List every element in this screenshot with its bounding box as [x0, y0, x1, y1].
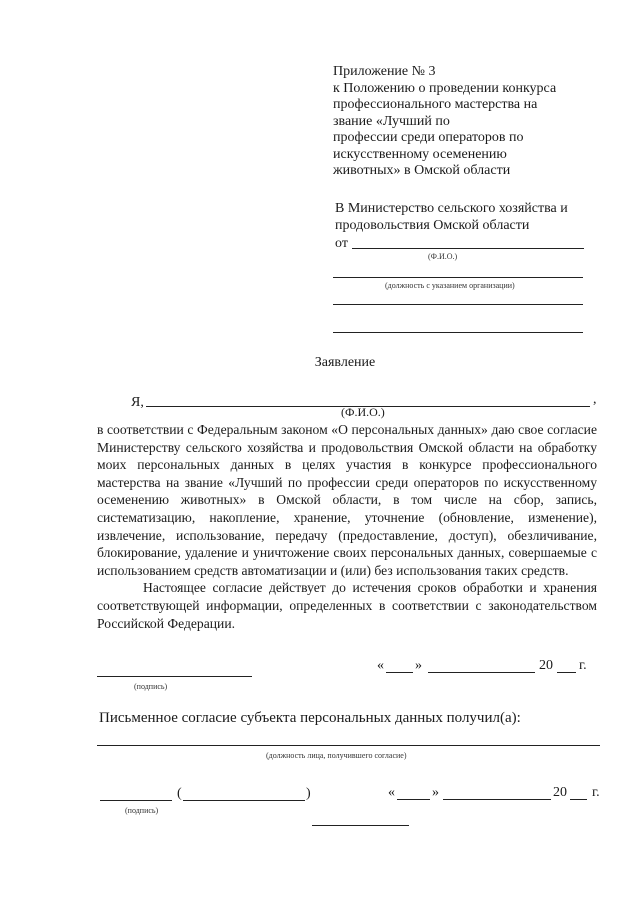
appendix-line: искусственному осеменению [333, 146, 507, 162]
appendix-line: Приложение № 3 [333, 64, 436, 79]
date-year-suffix-2: г. [592, 785, 600, 800]
date-year-prefix-1: 20 [539, 658, 553, 673]
date-year-prefix-2: 20 [553, 785, 567, 800]
consent-body [97, 421, 597, 632]
consent-paragraph: в соответствии с Федеральным законом «О персональных данных» даю свое согласие Министерству сельского хозяйства и продовольствия Омской области на обработку моих персональных данных в целях участия в конкурсе профессионального мастерства на звание «Лучший по профессии среди операторов по искусственному осеменению животных» в Омской области, в том числе на сбор, запись, систематизацию, накопление, хранение, уточнение (обновление, изменение), извлечение, использование, передачу (предоставление, доступ), обезличивание, блокирование, удаление и уничтожение своих персональных данных, совершаемые с использованием средств автоматизации и (или) без использования таких средств. [97, 422, 597, 578]
appendix-block [333, 64, 556, 180]
date-year-field-1[interactable] [557, 672, 576, 673]
date-year-suffix-1: г. [579, 658, 587, 673]
bottom-rule [312, 825, 409, 826]
date-month-field-2[interactable] [443, 799, 551, 800]
from-extra-line-2[interactable] [333, 332, 583, 333]
from-extra-line-1[interactable] [333, 304, 583, 305]
appendix-line: профессионального мастерства на [333, 97, 538, 112]
from-position-caption: (должность с указанием организации) [385, 281, 515, 290]
addressee-line-2: продовольствия Омской области [335, 218, 530, 233]
signature-caption-1: (подпись) [134, 682, 168, 691]
date-day-field-1[interactable] [386, 672, 413, 673]
receiver-position-field[interactable] [97, 745, 600, 746]
applicant-fio-caption: (Ф.И.О.) [341, 405, 385, 419]
paren-close-2: ) [306, 786, 311, 801]
date-day-field-2[interactable] [397, 799, 430, 800]
date-month-field-1[interactable] [428, 672, 535, 673]
date-quote-close-1: » [415, 658, 422, 673]
addressee-line-1: В Министерство сельского хозяйства и [335, 201, 568, 216]
receipt-text: Письменное согласие субъекта персональных данных получил(а): [99, 710, 521, 726]
appendix-line: животных» в Омской области [333, 163, 511, 178]
signature-caption-2: (подпись) [125, 806, 159, 815]
date-quote-close-2: » [432, 785, 439, 800]
signature-field-1[interactable] [97, 676, 252, 677]
appendix-line: звание «Лучший по [333, 113, 450, 129]
from-label: от [335, 236, 348, 251]
paren-open-2: ( [177, 786, 182, 801]
receiver-position-caption: (должность лица, получившего согласие) [266, 751, 407, 760]
signature-name-field-2[interactable] [183, 800, 305, 801]
date-quote-open-1: « [377, 658, 384, 673]
date-year-field-2[interactable] [570, 799, 587, 800]
from-position-field[interactable] [333, 277, 583, 278]
document-title: Заявление [314, 355, 376, 370]
i-label: Я, [131, 395, 144, 410]
applicant-comma: , [593, 392, 597, 407]
appendix-line: профессии среди операторов по [333, 130, 524, 145]
appendix-line: к Положению о проведении конкурса [333, 80, 557, 96]
from-name-field[interactable] [352, 248, 584, 249]
from-fio-caption: (Ф.И.О.) [428, 252, 458, 261]
validity-paragraph: Настоящее согласие действует до истечения сроков обработки и хранения соответствующей информации, определенных в соответствии с законодательством Российской Федерации. [97, 580, 597, 631]
date-quote-open-2: « [388, 785, 395, 800]
signature-field-2[interactable] [100, 800, 172, 801]
addressee-block [335, 200, 568, 234]
